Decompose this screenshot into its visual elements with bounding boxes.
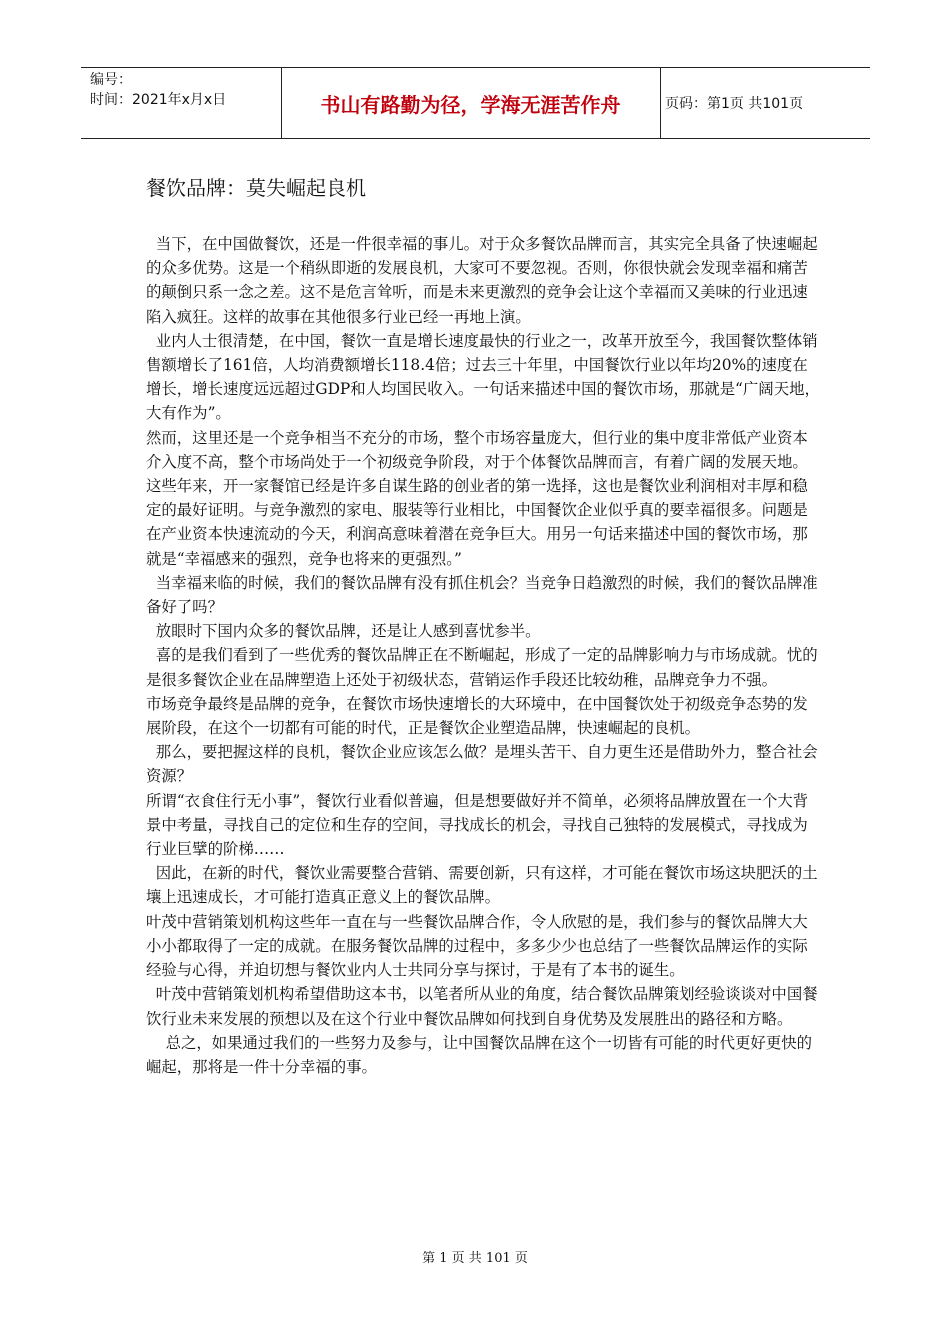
page-header xyxy=(81,67,870,139)
paragraph: 当幸福来临的时候，我们的餐饮品牌有没有抓住机会？当竞争日趋激烈的时候，我们的餐饮品牌准备好了吗？ xyxy=(146,573,818,617)
paragraph: 喜的是我们看到了一些优秀的餐饮品牌正在不断崛起，形成了一定的品牌影响力与市场成就。忧的是很多餐饮企业在品牌塑造上还处于初级状态，营销运作手段还比较幼稚，品牌竞争力不强。 xyxy=(146,646,818,689)
paragraph: 放眼时下国内众多的餐饮品牌，还是让人感到喜忧参半。 xyxy=(146,622,541,641)
document-date: 时间：2021年x月x日 xyxy=(90,92,227,108)
page-footer: 第 1 页 共 101 页 xyxy=(422,1251,528,1266)
paragraph: 那么，要把握这样的良机，餐饮企业应该怎么做？是埋头苦干、自力更生还是借助外力，整合社会资源？ xyxy=(146,743,818,786)
paragraph: 然而，这里还是一个竞争相当不充分的市场，整个市场容量庞大，但行业的集中度非常低产业资本介入度不高，整个市场尚处于一个初级竞争阶段，对于个体餐饮品牌而言，有着广阔的发展天地。这些年来，开一家餐馆已经是许多自谋生路的创业者的第一选择，这也是餐饮业利润相对丰厚和稳定的最好证明。与竞争激烈的家电、服装等行业相比，中国餐饮企业似乎真的要幸福很多。问题是在产业资本快速流动的今天，利润高意味着潜在竞争巨大。用另一句话来描述中国的餐饮市场，那就是“幸福感来的强烈，竞争也将来的更强烈。” xyxy=(146,428,808,568)
header-page-info: 页码：第1页 共101页 xyxy=(665,96,804,112)
header-divider-left xyxy=(281,68,282,138)
header-divider-right xyxy=(660,68,661,138)
paragraph: 业内人士很清楚，在中国，餐饮一直是增长速度最快的行业之一，改革开放至今，我国餐饮整体销售额增长了161倍，人均消费额增长118.4倍；过去三十年里，中国餐饮行业以年均20%的速度在增长，增长速度远远超过GDP和人均国民收入。一句话来描述中国的餐饮市场，那就是“广阔天地，大有作为”。 xyxy=(146,331,820,423)
paragraph: 当下，在中国做餐饮，还是一件很幸福的事儿。对于众多餐饮品牌而言，其实完全具备了快速崛起的众多优势。这是一个稍纵即逝的发展良机，大家可不要忽视。否则，你很快就会发现幸福和痛苦的颠倒只系一念之差。这不是危言耸听，而是未来更激烈的竞争会让这个幸福而又美味的行业迅速陷入疯狂。这样的故事在其他很多行业已经一再地上演。 xyxy=(146,235,818,326)
paragraph: 市场竞争最终是品牌的竞争，在餐饮市场快速增长的大环境中，在中国餐饮处于初级竞争态势的发展阶段，在这个一切都有可能的时代，正是餐饮企业塑造品牌，快速崛起的良机。 xyxy=(146,694,808,738)
paragraph: 所谓“衣食住行无小事”，餐饮行业看似普遍，但是想要做好并不简单，必须将品牌放置在一个大背景中考量，寻找自己的定位和生存的空间，寻找成长的机会，寻找自己独特的发展模式，寻找成为行业巨擘的阶梯…… xyxy=(146,791,809,859)
document-number-label: 编号： xyxy=(90,72,132,88)
paragraph: 因此，在新的时代，餐饮业需要整合营销、需要创新，只有这样，才可能在餐饮市场这块肥沃的土壤上迅速成长，才可能打造真正意义上的餐饮品牌。 xyxy=(146,864,818,907)
paragraph: 叶茂中营销策划机构这些年一直在与一些餐饮品牌合作，令人欣慰的是，我们参与的餐饮品牌大大小小都取得了一定的成就。在服务餐饮品牌的过程中，多多少少也总结了一些餐饮品牌运作的实际经验与心得，并迫切想与餐饮业内人士共同分享与探讨，于是有了本书的诞生。 xyxy=(146,912,808,980)
paragraph: 总之，如果通过我们的一些努力及参与，让中国餐饮品牌在这个一切皆有可能的时代更好更快的崛起，那将是一件十分幸福的事。 xyxy=(146,1033,812,1076)
paragraph: 叶茂中营销策划机构希望借助这本书，以笔者所从业的角度，结合餐饮品牌策划经验谈谈对中国餐饮行业未来发展的预想以及在这个行业中餐饮品牌如何找到自身优势及发展胜出的路径和方略。 xyxy=(146,985,818,1028)
document-title: 餐饮品牌：莫失崛起良机 xyxy=(146,176,366,200)
header-meta xyxy=(81,68,281,138)
document-body xyxy=(146,232,822,1079)
header-motto: 书山有路勤为径，学海无涯苦作舟 xyxy=(320,92,621,117)
